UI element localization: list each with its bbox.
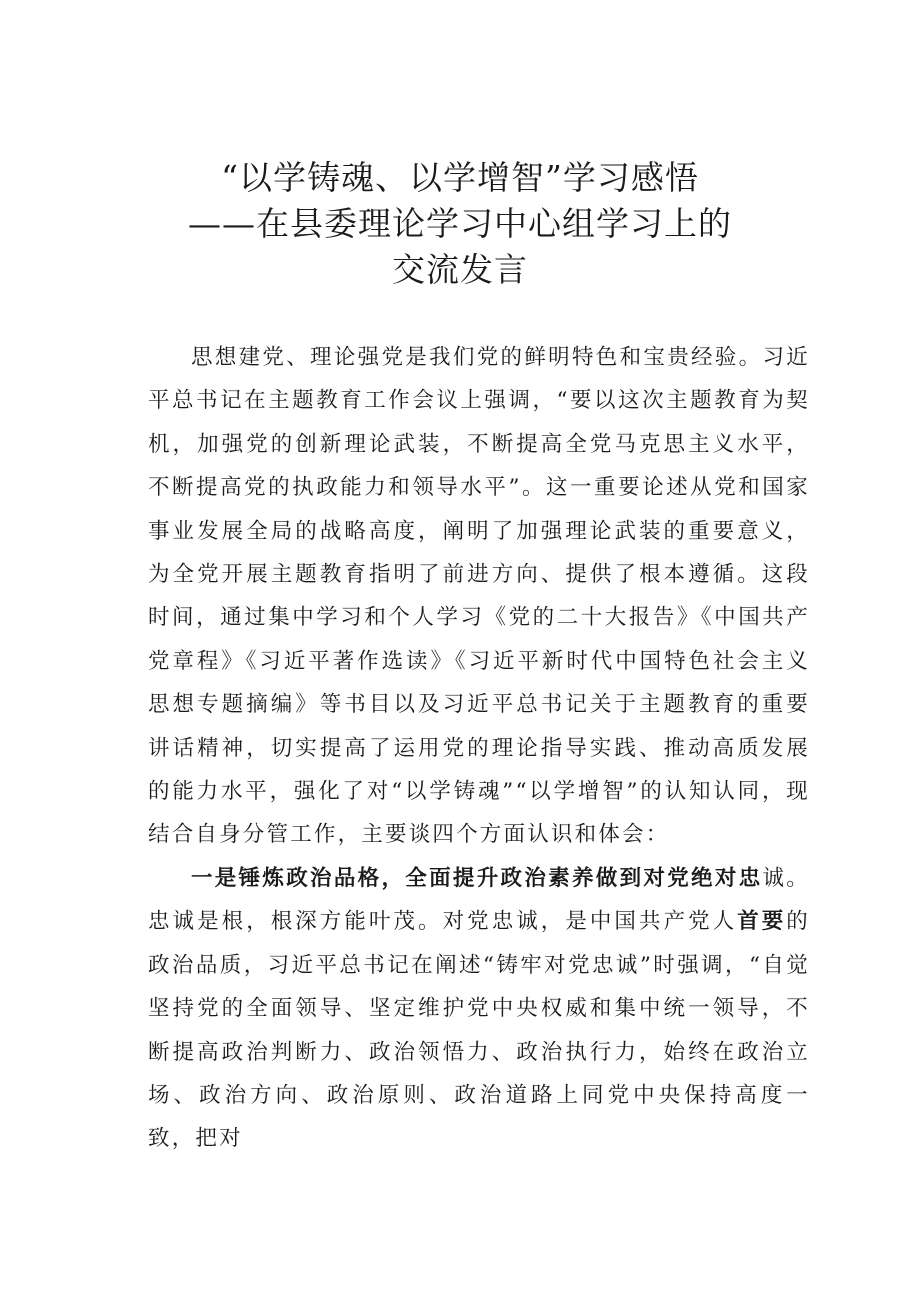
point-one-emphasis: 首要 — [737, 909, 787, 935]
title-line-2: ——在县委理论学习中心组学习上的 — [188, 204, 732, 243]
document-body — [148, 336, 810, 1161]
point-one-heading: 一是锤炼政治品格，全面提升政治素养做到对党绝对忠 — [191, 865, 763, 891]
point-one-text-a: 诚。忠诚是根，根深方能叶茂。对党忠诚，是中国共产党人 — [148, 865, 810, 935]
paragraph-point-one — [148, 857, 810, 1161]
paragraph-intro: 思想建党、理论强党是我们党的鲜明特色和宝贵经验。习近平总书记在主题教育工作会议上强调，“要以这次主题教育为契机，加强党的创新理论武装，不断提高全党马克思主义水平，不断提高党的执政能力和领导水平”。这一重要论述从党和国家事业发展全局的战略高度，阐明了加强理论武装的重要意义，为全党开展主题教育指明了前进方向、提供了根本遵循。这段时间，通过集中学习和个人学习《党的二十大报告》《中国共产党章程》《习近平著作选读》《习近平新时代中国特色社会主义思想专题摘编》等书目以及习近平总书记关于主题教育的重要讲话精神，切实提高了运用党的理论指导实践、推动高质发展的能力水平，强化了对“以学铸魂”“以学增智”的认知认同，现结合自身分管工作，主要谈四个方面认识和体会： — [148, 345, 810, 848]
title-line-1: “以学铸魂、以学增智”学习感悟 — [221, 158, 699, 197]
title-line-3: 交流发言 — [392, 250, 528, 289]
point-one-text-b: 的政治品质，习近平总书记在阐述“铸牢对党忠诚”时强调，“自觉坚持党的全面领导、坚定维护党中央权威和集中统一领导，不断提高政治判断力、政治领悟力、政治执行力，始终在政治立场、政治方向、政治原则、政治道路上同党中央保持高度一致，把对 — [148, 909, 810, 1152]
document-title — [100, 155, 820, 293]
